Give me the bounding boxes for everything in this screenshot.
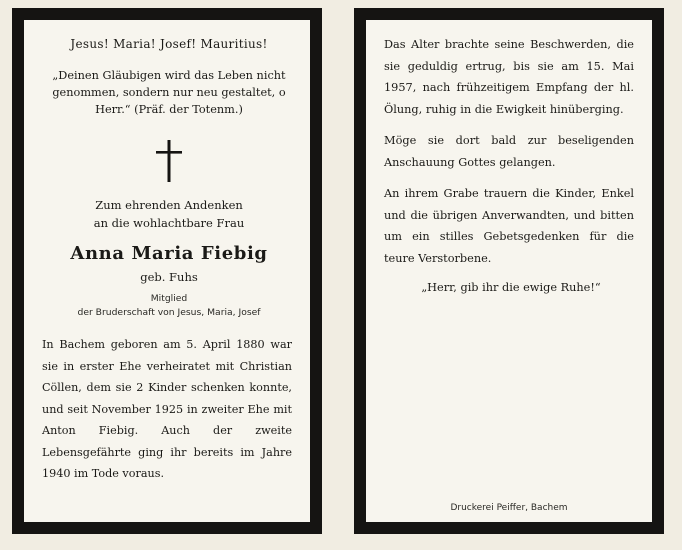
- maiden-name: geb. Fuhs: [140, 270, 198, 284]
- left-card: [12, 8, 322, 534]
- deceased-name: Anna Maria Fiebig: [70, 243, 268, 264]
- biography-text: In Bachem geboren am 5. April 1880 war sie in erster Ehe verheiratet mit Christian Cöllen, dem sie 2 Kinder schenken konnte, und seit November 1925 in zweiter Ehe mit Anton Fiebig. Auch der zweite Lebensgefährte ging ihr bereits im Jahre 1940 im Tode voraus.: [42, 338, 292, 480]
- membership-note: [42, 292, 296, 320]
- left-card-inner: [24, 20, 310, 522]
- invocation-names: Jesus! Maria! Josef! Mauritius!: [70, 37, 268, 51]
- intro-line-1: Zum ehrenden Andenken: [95, 198, 243, 212]
- memorial-intro: [42, 196, 296, 232]
- printer-imprint: Druckerei Peiffer, Bachem: [450, 503, 568, 513]
- right-card: [354, 8, 664, 534]
- intro-line-2: an die wohlachtbare Frau: [93, 216, 245, 230]
- member-line-2: der Bruderschaft von Jesus, Maria, Josef: [77, 307, 261, 318]
- passing-paragraph: Das Alter brachte seine Beschwerden, die sie geduldig ertrug, bis sie am 15. Mai 1957, nach frühzeitigem Empfang der hl. Ölung, ruhig in die Ewigkeit hinüberging.: [384, 38, 634, 116]
- member-line-1: Mitglied: [150, 293, 188, 304]
- mourners-paragraph: An ihrem Grabe trauern die Kinder, Enkel und die übrigen Anverwandten, und bitten um ein stilles Gebetsgedenken für die teure Verstorbene.: [384, 187, 634, 265]
- closing-prayer: „Herr, gib ihr die ewige Ruhe!“: [421, 281, 601, 294]
- right-card-inner: [366, 20, 652, 522]
- prayer-paragraph: Möge sie dort bald zur beseligenden Anschauung Gottes gelangen.: [384, 134, 634, 169]
- cross-icon: [156, 140, 182, 182]
- liturgical-quote: „Deinen Gläubigen wird das Leben nicht genommen, sondern nur neu gestaltet, o Herr.“ (Präf. der Totenm.): [52, 69, 286, 116]
